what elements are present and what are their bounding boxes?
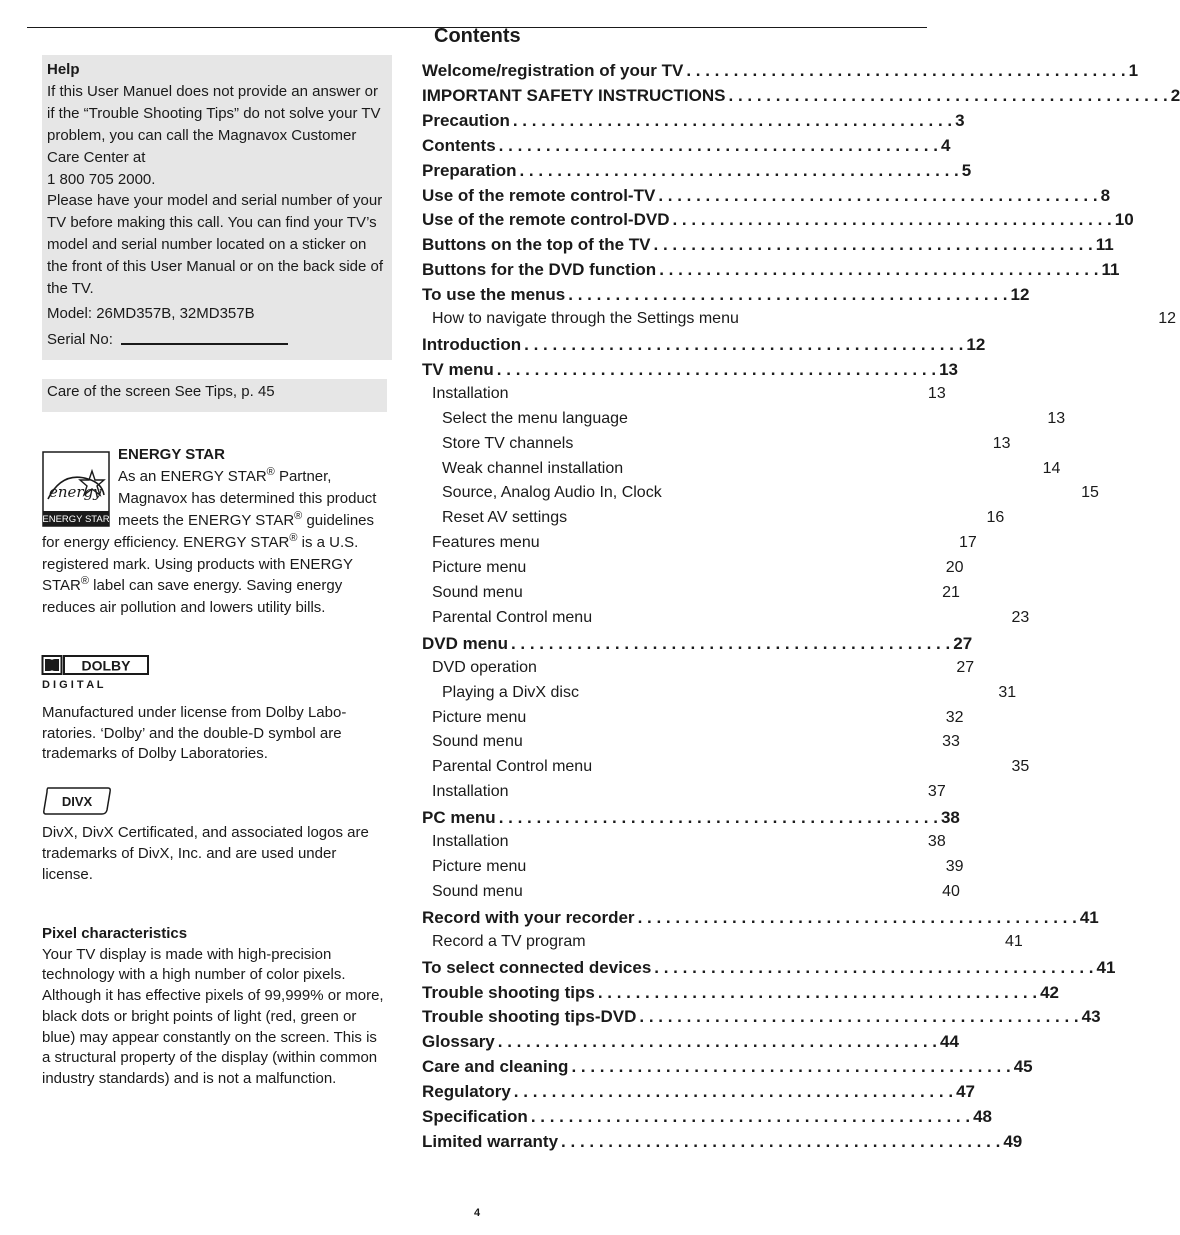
toc-entry-label: Playing a DivX disc xyxy=(442,683,579,701)
energy-star-text-5: label can save energy. Saving energy reduces air pollution and lowers utility bills. xyxy=(42,577,343,617)
toc-entry-page: 13 xyxy=(992,434,1011,452)
dolby-text: Manufactured under license from Dolby Labo-ratories. ‘Dolby’ and the double-D symbol are trademarks of Dolby Laboratories. xyxy=(42,704,347,763)
toc-dot-leader: . . . . . . . . . . . . . . . . . . . . . . . . . . . . . . . . . . . . . . . . . . . . . . . xyxy=(513,1082,954,1102)
energy-star-section xyxy=(42,444,394,619)
toc-entry-label: Preparation xyxy=(422,160,517,180)
energy-star-logo-label: ENERGY STAR xyxy=(42,514,110,525)
toc-entry-page: 27 xyxy=(953,633,973,653)
toc-dot-leader: . . . . . . . . . . . . . . . . . . . . . . . . . . . . . . . . . . . . . . . . . . . . . . . xyxy=(568,285,1008,305)
toc-entry-label: Weak channel installation xyxy=(442,459,624,477)
toc-entry-label: TV menu xyxy=(422,359,494,379)
energy-star-heading: ENERGY STAR xyxy=(118,446,225,463)
toc-entry[interactable] xyxy=(422,359,958,385)
toc-entry-label: Buttons for the DVD function xyxy=(422,260,657,280)
toc-entry[interactable] xyxy=(422,1057,1033,1082)
toc-entry-page: 10 xyxy=(1114,210,1134,230)
toc-entry[interactable] xyxy=(422,584,960,609)
toc-dot-leader: . . . . . . . . . . . . . . . . . . . . . . . . . . . . . . . . . . . . . . . . . . . . . . . xyxy=(728,85,1168,105)
page-number: 4 xyxy=(474,1207,481,1219)
toc-entry-label: Source, Analog Audio In, Clock xyxy=(442,484,662,502)
serial-label: Serial No: xyxy=(47,330,113,348)
toc-entry[interactable] xyxy=(422,135,951,161)
toc-entry-label: Features menu xyxy=(432,534,540,552)
help-paragraph: If this User Manuel does not provide an answer or if the “Trouble Shooting Tips” do not solve your TV problem, you can call the Magnavox Customer Care Center at xyxy=(47,82,381,166)
toc-entry[interactable] xyxy=(422,1107,992,1132)
toc-entry-page: 38 xyxy=(940,808,960,828)
toc-entry[interactable] xyxy=(422,334,986,360)
toc-entry[interactable] xyxy=(422,758,1030,783)
toc-entry-page: 11 xyxy=(1101,260,1120,280)
toc-dot-leader: . . . . . . . . . . . . . . . . . . . . . . . . . . . . . . . . . . . . . . . . . . . . . . . xyxy=(658,185,1098,205)
toc-dot-leader: . . . . . . . . . . . . . . . . . . . . . . . . . . . . . . . . . . . . . . . . . . . . . . . xyxy=(571,1057,1011,1077)
toc-entry-page: 27 xyxy=(956,658,975,676)
toc-entry-label: Record a TV program xyxy=(432,932,586,950)
energy-star-text-4: is a U.S. registered mark. Using products with ENERGY STAR xyxy=(42,533,359,595)
energy-star-text-2: Partner, Magnavox has determined this product meets the ENERGY STAR xyxy=(118,467,377,529)
toc-entry-label: Sound menu xyxy=(432,882,523,900)
toc-entry-label: Reset AV settings xyxy=(442,509,568,527)
toc-entry-page: 16 xyxy=(986,509,1005,527)
toc-entry[interactable] xyxy=(422,683,1017,709)
toc-entry-page: 44 xyxy=(940,1032,959,1052)
toc-dot-leader: . . . . . . . . . . . . . . . . . . . . . . . . . . . . . . . . . . . . . . . . . . . . . . . xyxy=(637,907,1077,927)
toc-entry-label: Introduction xyxy=(422,334,522,354)
toc-dot-leader: . . . . . . . . . . . . . . . . . . . . . . . . . . . . . . . . . . . . . . . . . . . . . . . xyxy=(672,210,1112,230)
toc-entry-page: 12 xyxy=(1010,285,1030,305)
toc-entry[interactable] xyxy=(422,833,946,858)
toc-entry-page: 47 xyxy=(956,1082,975,1102)
toc-entry-page: 37 xyxy=(927,783,946,801)
toc-entry-label: Use of the remote control-TV xyxy=(422,185,656,205)
page-title: Contents xyxy=(434,25,521,47)
toc-entry[interactable] xyxy=(422,285,1030,310)
toc-entry[interactable] xyxy=(422,907,1099,933)
toc-entry-page: 38 xyxy=(927,833,946,851)
toc-entry-label: Parental Control menu xyxy=(432,608,593,626)
toc-entry-label: To use the menus xyxy=(422,285,566,305)
toc-dot-leader: . . . . . . . . . . . . . . . . . . . . . . . . . . . . . . . . . . . . . . . . . . . . . . . xyxy=(498,808,938,828)
toc-entry[interactable] xyxy=(422,260,1120,285)
toc-entry-page: 3 xyxy=(955,110,965,130)
toc-dot-leader: . . . . . . . . . . . . . . . . . . . . . . . . . . . . . . . . . . . . . . . . . . . . . . . xyxy=(654,957,1094,977)
help-box xyxy=(42,55,392,360)
toc-entry-label: IMPORTANT SAFETY INSTRUCTIONS xyxy=(422,85,726,105)
toc-entry[interactable] xyxy=(422,534,977,559)
toc-dot-leader: . . . . . . . . . . . . . . . . . . . . . . . . . . . . . . . . . . . . . . . . . . . . . . . xyxy=(510,633,951,653)
dolby-logo-word: DOLBY xyxy=(81,657,131,674)
toc-entry-label: Trouble shooting tips xyxy=(422,982,595,1002)
registered-mark: ® xyxy=(294,509,303,522)
toc-entry[interactable] xyxy=(422,210,1134,235)
toc-entry-page: 12 xyxy=(1158,310,1177,328)
toc-entry[interactable] xyxy=(422,882,960,908)
toc-entry-page: 1 xyxy=(1128,61,1139,80)
toc-entry[interactable] xyxy=(422,783,946,808)
toc-entry-page: 41 xyxy=(1096,957,1116,977)
toc-dot-leader: . . . . . . . . . . . . . . . . . . . . . . . . . . . . . . . . . . . . . . . . . . . . . . . xyxy=(597,982,1038,1002)
toc-entry[interactable] xyxy=(422,185,1111,211)
toc-entry[interactable] xyxy=(422,384,946,410)
model-numbers: Model: 26MD357B, 32MD357B xyxy=(47,304,255,322)
toc-dot-leader: . . . . . . . . . . . . . . . . . . . . . . . . . . . . . . . . . . . . . . . . . . . . . . . xyxy=(519,160,959,180)
toc-entry-label: PC menu xyxy=(422,808,496,828)
toc-entry[interactable] xyxy=(422,1131,1023,1157)
toc-entry-page: 13 xyxy=(939,359,958,379)
divx-text: DivX, DivX Certificated, and associated logos are trademarks of DivX, Inc. and are used under license. xyxy=(42,824,369,883)
toc-entry-label: Store TV channels xyxy=(442,434,574,452)
toc-entry-page: 41 xyxy=(1004,932,1023,950)
toc-entry-page: 14 xyxy=(1042,459,1061,477)
help-heading: Help xyxy=(47,61,80,78)
toc-entry[interactable] xyxy=(422,484,1099,509)
help-paragraph-2: Please have your model and serial number of your TV before making this call. You can find your TV’s model and serial number located on a sticker on the front of this User Manual or on the back side of the TV. xyxy=(47,192,384,298)
toc-entry-page: 13 xyxy=(927,384,946,402)
toc-entry-page: 32 xyxy=(945,708,964,726)
toc-entry-page: 35 xyxy=(1011,758,1030,776)
toc-dot-leader: . . . . . . . . . . . . . . . . . . . . . . . . . . . . . . . . . . . . . . . . . . . . . . . xyxy=(512,110,953,130)
toc-entry[interactable] xyxy=(422,1082,975,1107)
energy-star-logo-icon xyxy=(42,451,110,527)
toc-entry-label: Picture menu xyxy=(432,559,527,577)
registered-mark: ® xyxy=(289,531,298,544)
toc-dot-leader: . . . . . . . . . . . . . . . . . . . . . . . . . . . . . . . . . . . . . . . . . . . . . . . xyxy=(639,1007,1079,1027)
toc-dot-leader: . . . . . . . . . . . . . . . . . . . . . . . . . . . . . . . . . . . . . . . . . . . . . . . xyxy=(686,61,1126,80)
toc-dot-leader: . . . . . . . . . . . . . . . . . . . . . . . . . . . . . . . . . . . . . . . . . . . . . . . xyxy=(561,1131,1001,1151)
dolby-logo-sub: D I G I T A L xyxy=(42,679,104,691)
toc-entry-page: 42 xyxy=(1040,982,1060,1002)
toc-entry-page: 2 xyxy=(1170,85,1180,105)
divx-logo-icon xyxy=(42,786,112,816)
toc-entry[interactable] xyxy=(422,1032,959,1057)
serial-field xyxy=(47,329,386,351)
toc-entry-page: 15 xyxy=(1081,484,1099,502)
toc-dot-leader: . . . . . . . . . . . . . . . . . . . . . . . . . . . . . . . . . . . . . . . . . . . . . . . xyxy=(498,135,938,155)
toc-entry[interactable] xyxy=(422,559,964,584)
registered-mark: ® xyxy=(80,575,90,588)
toc-entry-page: 12 xyxy=(966,334,986,354)
toc-entry[interactable] xyxy=(422,459,1061,485)
toc-entry-label: Select the menu language xyxy=(442,409,628,427)
toc-entry[interactable] xyxy=(422,957,1116,983)
pixel-characteristics-section xyxy=(42,924,387,1090)
toc-entry[interactable] xyxy=(422,1007,1101,1032)
toc-dot-leader: . . . . . . . . . . . . . . . . . . . . . . . . . . . . . . . . . . . . . . . . . . . . . . . xyxy=(496,359,937,379)
toc-dot-leader: . . . . . . . . . . . . . . . . . . . . . . . . . . . . . . . . . . . . . . . . . . . . . . . xyxy=(524,334,964,354)
toc-entry-label: Regulatory xyxy=(422,1082,511,1102)
toc-entry[interactable] xyxy=(422,235,1114,260)
toc-entry-page: 48 xyxy=(973,1107,992,1127)
toc-entry[interactable] xyxy=(422,110,965,136)
pixel-heading: Pixel characteristics xyxy=(42,925,188,942)
toc-dot-leader: . . . . . . . . . . . . . . . . . . . . . . . . . . . . . . . . . . . . . . . . . . . . . . . xyxy=(530,1107,971,1127)
toc-entry-label: Picture menu xyxy=(432,708,527,726)
toc-dot-leader: . . . . . . . . . . . . . . . . . . . . . . . . . . . . . . . . . . . . . . . . . . . . . . . xyxy=(659,260,1099,280)
toc-entry[interactable] xyxy=(422,808,960,833)
toc-entry-label: Care and cleaning xyxy=(422,1057,569,1077)
toc-entry-page: 13 xyxy=(1047,409,1066,427)
registered-mark: ® xyxy=(266,465,275,478)
toc-entry-label: Installation xyxy=(432,384,509,402)
toc-entry-label: How to navigate through the Settings menu xyxy=(432,310,739,328)
serial-blank-line xyxy=(121,343,288,345)
table-of-contents xyxy=(422,61,1180,1157)
toc-dot-leader: . . . . . . . . . . . . . . . . . . . . . . . . . . . . . . . . . . . . . . . . . . . . . . . xyxy=(653,235,1093,255)
toc-entry-label: Welcome/registration of your TV xyxy=(422,61,684,80)
toc-entry-page: 33 xyxy=(942,733,960,751)
toc-entry[interactable] xyxy=(422,434,1011,460)
toc-entry[interactable] xyxy=(422,633,973,659)
toc-entry-page: 17 xyxy=(959,534,977,552)
divx-logo-word: DIVX xyxy=(61,794,93,809)
toc-entry-label: Precaution xyxy=(422,110,510,130)
toc-entry-label: Glossary xyxy=(422,1032,495,1052)
toc-entry-label: DVD menu xyxy=(422,633,508,653)
toc-entry-label: To select connected devices xyxy=(422,957,652,977)
toc-entry-page: 11 xyxy=(1095,235,1114,255)
toc-entry-page: 4 xyxy=(940,135,951,155)
toc-entry[interactable] xyxy=(422,409,1066,435)
toc-entry[interactable] xyxy=(422,608,1030,634)
toc-entry-page: 23 xyxy=(1011,608,1030,626)
toc-entry-label: Picture menu xyxy=(432,858,527,875)
toc-entry-label: Record with your recorder xyxy=(422,907,635,927)
care-note: Care of the screen See Tips, p. 45 xyxy=(42,379,387,412)
toc-entry-label: DVD operation xyxy=(432,658,537,676)
toc-entry[interactable] xyxy=(422,858,964,883)
svg-text:energy: energy xyxy=(49,483,102,501)
toc-entry-label: Buttons on the top of the TV xyxy=(422,235,651,255)
toc-entry-label: Limited warranty xyxy=(422,1131,559,1151)
toc-entry-label: Contents xyxy=(422,135,496,155)
toc-entry[interactable] xyxy=(422,85,1180,111)
toc-entry-page: 45 xyxy=(1013,1057,1033,1077)
toc-entry-page: 20 xyxy=(945,559,964,577)
toc-entry-label: Installation xyxy=(432,783,509,801)
toc-entry-label: Trouble shooting tips-DVD xyxy=(422,1007,637,1027)
toc-entry[interactable] xyxy=(422,932,1023,958)
toc-entry[interactable] xyxy=(422,658,975,684)
toc-entry-label: Use of the remote control-DVD xyxy=(422,210,670,230)
toc-entry-page: 39 xyxy=(945,858,964,875)
dolby-digital-logo-icon xyxy=(42,655,152,691)
toc-entry[interactable] xyxy=(422,708,964,734)
toc-entry-page: 40 xyxy=(942,882,960,900)
toc-entry[interactable] xyxy=(422,310,1177,335)
energy-star-text-3: guidelines for energy efficiency. ENERGY STAR xyxy=(42,511,374,551)
help-phone: 1 800 705 2000. xyxy=(47,170,156,188)
toc-entry[interactable] xyxy=(422,982,1060,1008)
pixel-text: Your TV display is made with high-precision technology with a high number of color pixels. Although it has effective pixels of 99,999% or more, black dots or bright points of light (red, green or blue) may appear constantly on the screen. This is a structural property of the display (within common industry standards) and is not a malfunction. xyxy=(42,945,384,1087)
toc-entry[interactable] xyxy=(422,509,1005,534)
toc-entry-label: Sound menu xyxy=(432,584,523,602)
toc-entry-label: Specification xyxy=(422,1107,528,1127)
toc-entry-page: 8 xyxy=(1100,185,1111,205)
toc-dot-leader: . . . . . . . . . . . . . . . . . . . . . . . . . . . . . . . . . . . . . . . . . . . . . . . xyxy=(497,1032,938,1052)
toc-entry[interactable] xyxy=(422,61,1139,86)
toc-entry-page: 49 xyxy=(1003,1131,1023,1151)
toc-entry-page: 31 xyxy=(998,683,1017,701)
toc-entry-page: 41 xyxy=(1079,907,1099,927)
toc-entry[interactable] xyxy=(422,160,972,186)
toc-entry-label: Parental Control menu xyxy=(432,758,593,776)
toc-entry-label: Installation xyxy=(432,833,509,851)
energy-star-text-1: As an ENERGY STAR xyxy=(118,467,267,485)
toc-entry-page: 5 xyxy=(961,160,972,180)
toc-entry-page: 21 xyxy=(942,584,960,602)
toc-entry-page: 43 xyxy=(1081,1007,1101,1027)
toc-entry[interactable] xyxy=(422,733,960,758)
toc-entry-label: Sound menu xyxy=(432,733,523,751)
